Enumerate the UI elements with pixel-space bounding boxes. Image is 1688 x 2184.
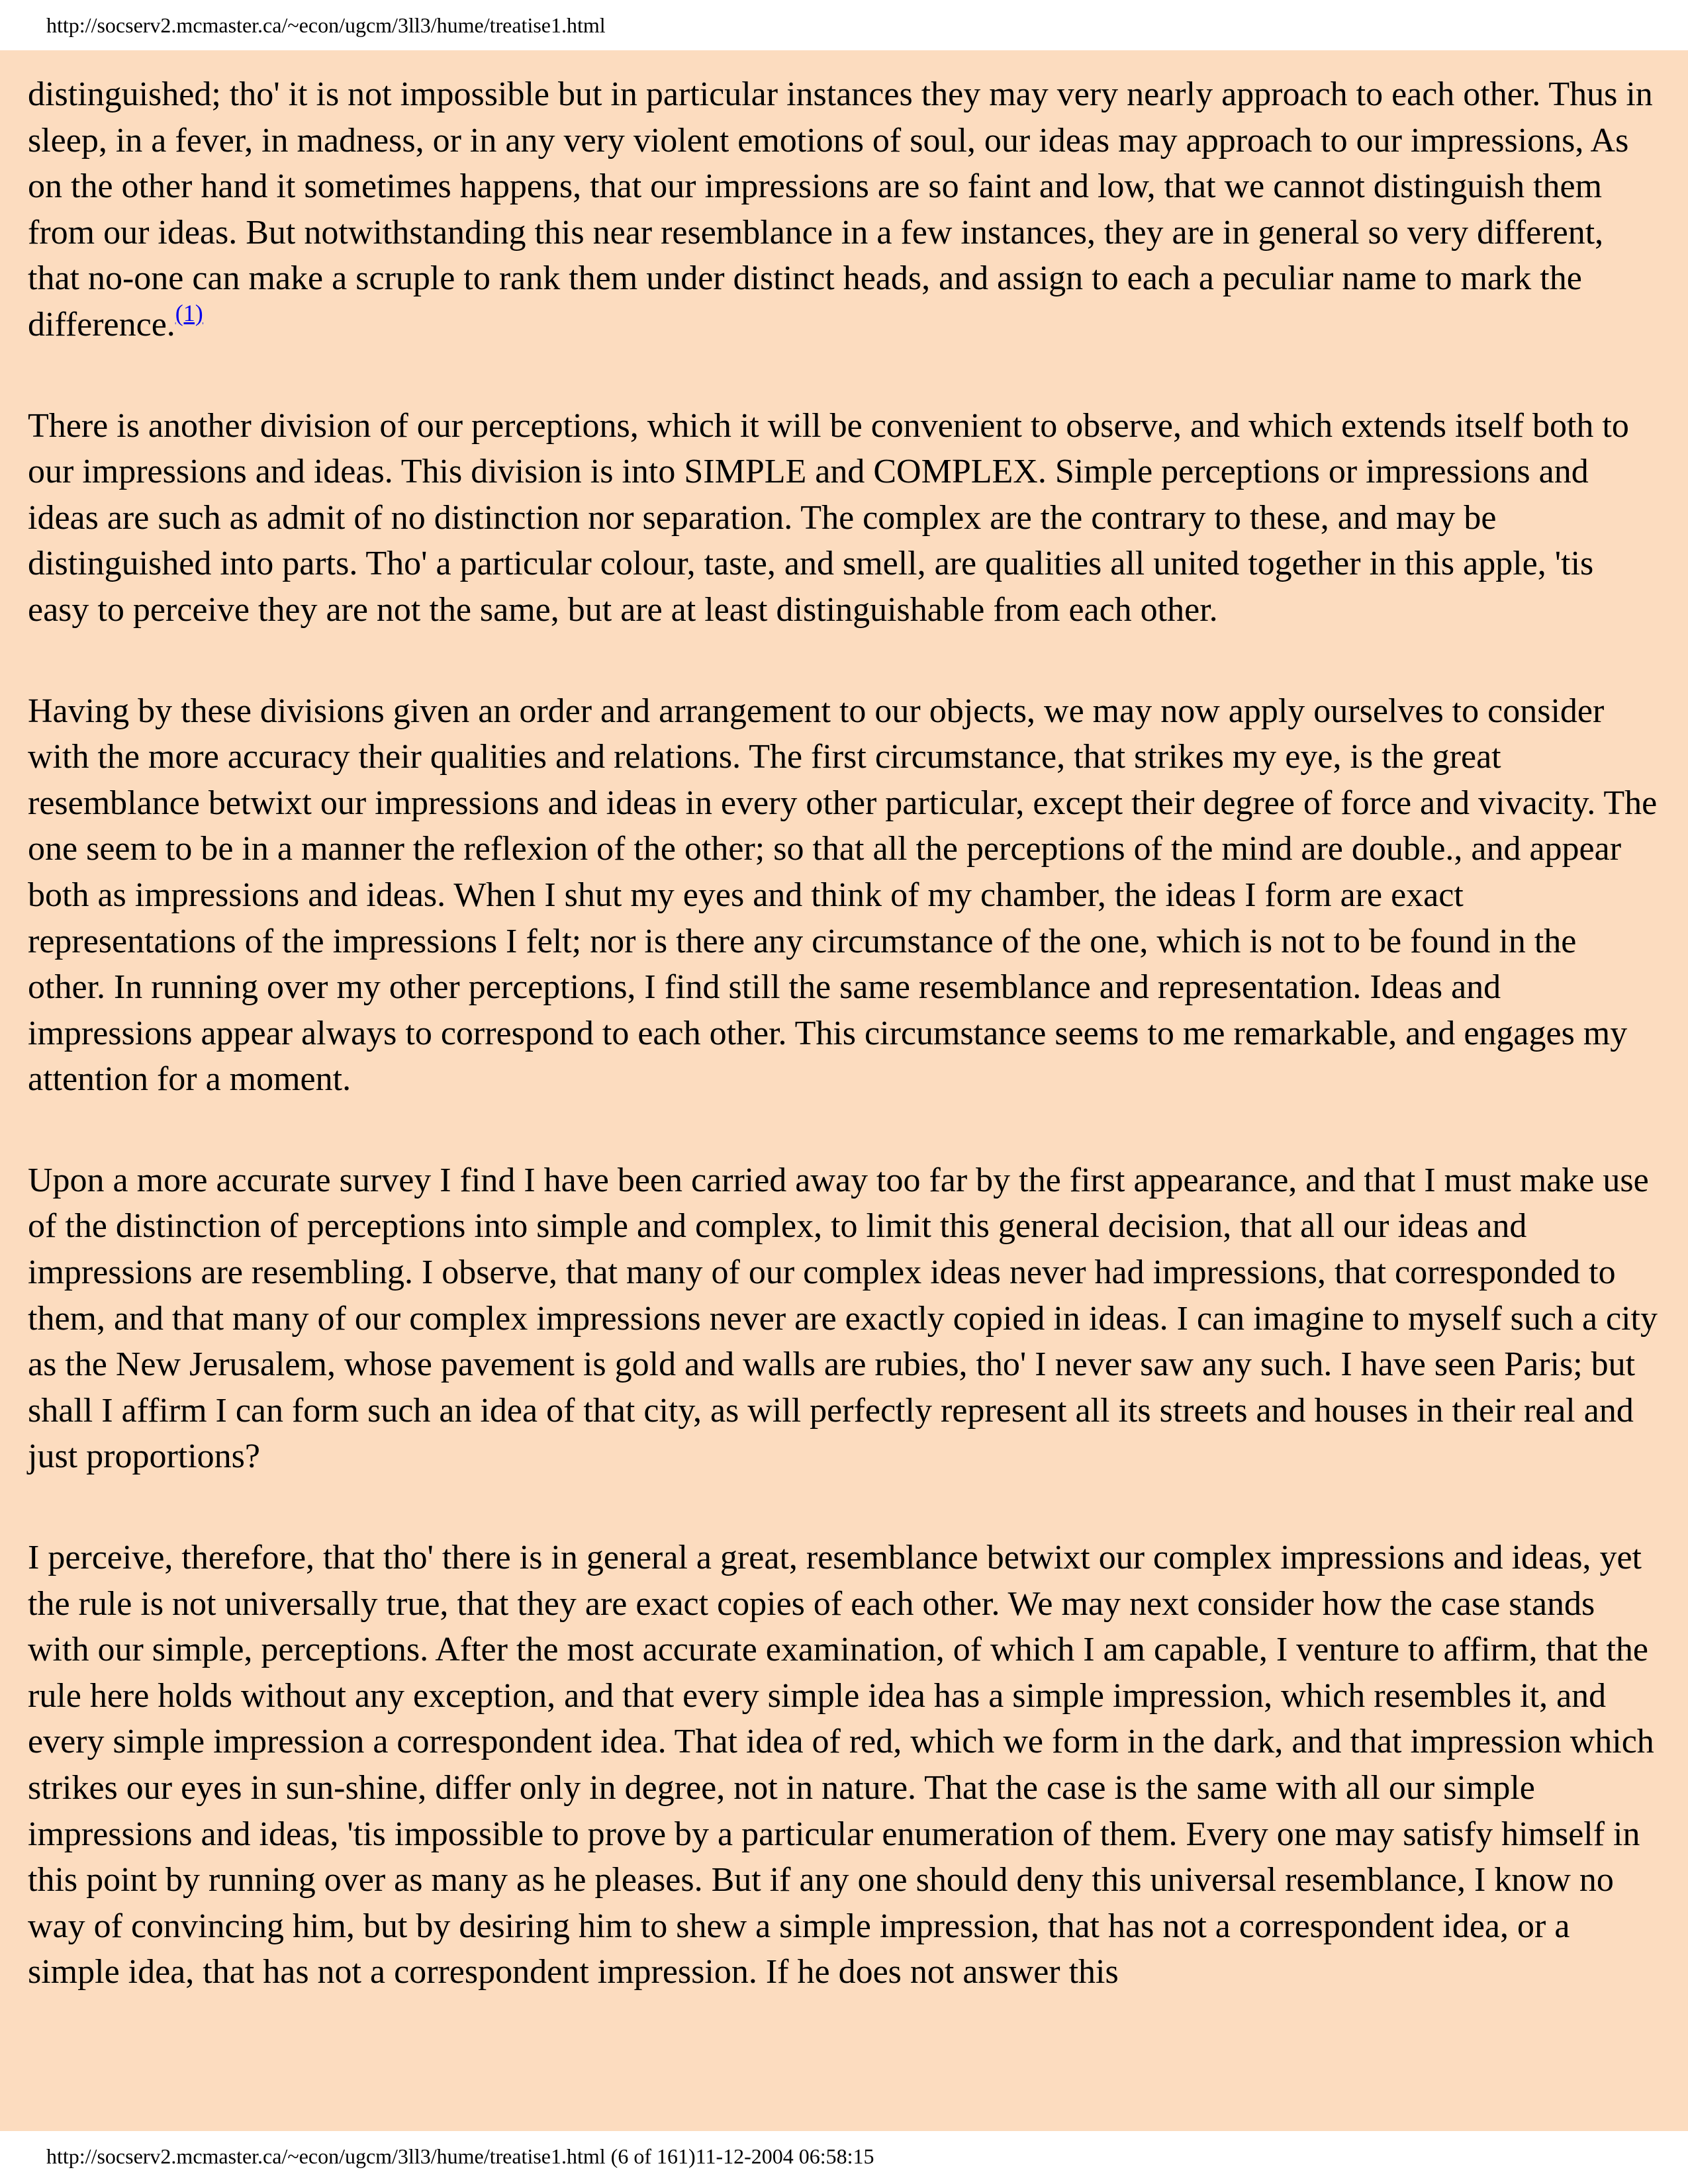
- paragraph-2: There is another division of our perceptions, which it will be convenient to observe, and which extends itself both to our impressions and ideas. This division is into SIMPLE and COMPLEX. Simple perceptions or impressions and ideas are such as admit of no distinction nor separation. The complex are the contrary to these, and may be distinguished into parts. Tho' a particular colour, taste, and smell, are qualities all united together in this apple, 'tis easy to perceive they are not the same, but are at least distinguishable from each other.: [28, 406, 1629, 629]
- paragraph-3: Having by these divisions given an order and arrangement to our objects, we may now apply ourselves to consider with the more accuracy their qualities and relations. The first circumstance, that strikes my eye, is the great resemblance betwixt our impressions and ideas in every other particular, except their degree of force and vivacity. The one seem to be in a manner the reflexion of the other; so that all the perceptions of the mind are double., and appear both as impressions and ideas. When I shut my eyes and think of my chamber, the ideas I form are exact representations of the impressions I felt; nor is there any circumstance of the one, which is not to be found in the other. In running over my other perceptions, I find still the same resemblance and representation. Ideas and impressions appear always to correspond to each other. This circumstance seems to me remarkable, and engages my attention for a moment.: [28, 692, 1658, 1099]
- document-content: [28, 71, 1660, 1995]
- page-body: [0, 50, 1688, 2131]
- footer-url-info: http://socserv2.mcmaster.ca/~econ/ugcm/3ll3/hume/treatise1.html (6 of 161)11-12-2004 06:58:15: [46, 2144, 874, 2168]
- footnote-1-link[interactable]: (1): [175, 299, 203, 326]
- header-url: http://socserv2.mcmaster.ca/~econ/ugcm/3ll3/hume/treatise1.html: [46, 13, 606, 37]
- paragraph-5: I perceive, therefore, that tho' there is in general a great, resemblance betwixt our complex impressions and ideas, yet the rule is not universally true, that they are exact copies of each other. We may next consider how the case stands with our simple, perceptions. After the most accurate examination, of which I am capable, I venture to affirm, that the rule here holds without any exception, and that every simple idea has a simple impression, which resembles it, and every simple impression a correspondent idea. That idea of red, which we form in the dark, and that impression which strikes our eyes in sun-shine, differ only in degree, not in nature. That the case is the same with all our simple impressions and ideas, 'tis impossible to prove by a particular enumeration of them. Every one may satisfy himself in this point by running over as many as he pleases. But if any one should deny this universal resemblance, I know no way of convincing him, but by desiring him to shew a simple impression, that has not a correspondent idea, or a simple idea, that has not a correspondent impression. If he does not answer this: [28, 1539, 1654, 1991]
- paragraph-1: [28, 71, 1660, 348]
- paragraph-1-text: distinguished; tho' it is not impossible but in particular instances they may very nearly approach to each other. Thus in sleep, in a fever, in madness, or in any very violent emotions of soul, our ideas may approach to our impressions, As on the other hand it sometimes happens, that our impressions are so faint and low, that we cannot distinguish them from our ideas. But notwithstanding this near resemblance in a few instances, they are in general so very different, that no-one can make a scruple to rank them under distinct heads, and assign to each a peculiar name to mark the difference.: [28, 75, 1653, 343]
- paragraph-4: Upon a more accurate survey I find I have been carried away too far by the first appearance, and that I must make use of the distinction of perceptions into simple and complex, to limit this general decision, that all our ideas and impressions are resembling. I observe, that many of our complex ideas never had impressions, that corresponded to them, and that many of our complex impressions never are exactly copied in ideas. I can imagine to myself such a city as the New Jerusalem, whose pavement is gold and walls are rubies, tho' I never saw any such. I have seen Paris; but shall I affirm I can form such an idea of that city, as will perfectly represent all its streets and houses in their real and just proportions?: [28, 1161, 1658, 1476]
